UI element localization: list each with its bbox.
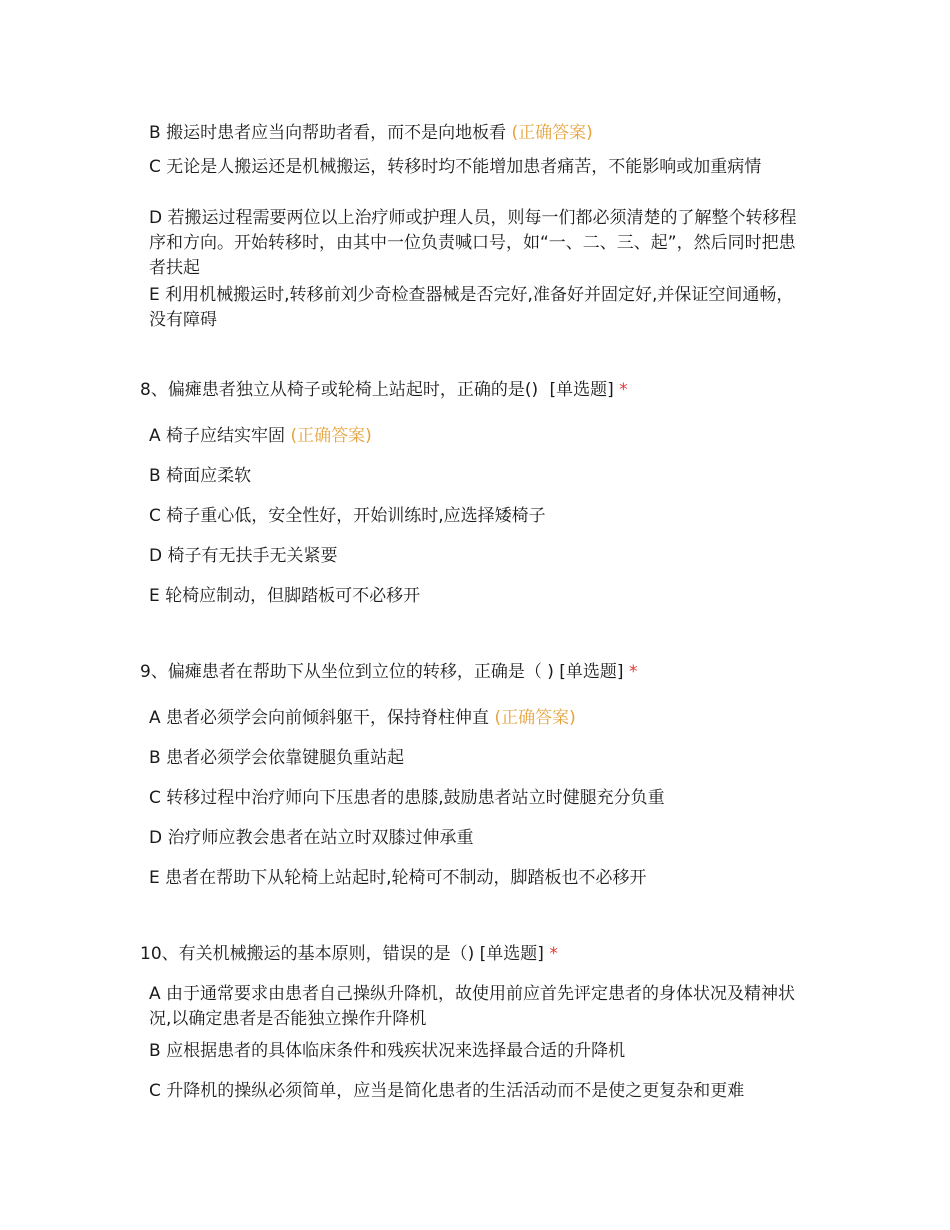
q8-option-a[interactable]: [149, 424, 809, 449]
question-9-title: [140, 660, 840, 685]
option-text: D 治疗师应教会患者在站立时双膝过伸承重: [149, 828, 474, 848]
option-text: E 利用机械搬运时,转移前刘少奇检查器械是否完好,准备好并固定好,并保证空间通畅，没有障碍: [149, 285, 794, 330]
q8-option-b[interactable]: [149, 464, 809, 489]
option-text: B 应根据患者的具体临床条件和残疾状况来选择最合适的升降机: [149, 1041, 626, 1061]
q9-option-b[interactable]: [149, 746, 809, 771]
q10-option-b[interactable]: [149, 1039, 809, 1064]
q7-option-b[interactable]: [149, 121, 809, 146]
required-mark: *: [628, 662, 638, 682]
option-text: B 患者必须学会依靠键腿负重站起: [149, 748, 405, 768]
q8-option-d[interactable]: [149, 544, 809, 569]
question-type-tag: [单选题]: [559, 662, 624, 682]
option-text: A 患者必须学会向前倾斜躯干，保持脊柱伸直: [149, 708, 490, 728]
q9-option-c[interactable]: [149, 786, 809, 811]
option-text: B 搬运时患者应当向帮助者看，而不是向地板看: [149, 123, 507, 143]
q7-option-e[interactable]: [149, 283, 809, 333]
question-title: 8、偏瘫患者独立从椅子或轮椅上站起时，正确的是(): [140, 380, 539, 400]
question-10-title: [140, 942, 840, 967]
option-text: A 椅子应结实牢固: [149, 426, 286, 446]
question-title: 10、有关机械搬运的基本原则，错误的是（): [140, 944, 475, 964]
q9-option-a[interactable]: [149, 706, 809, 731]
correct-answer-label: (正确答案): [511, 123, 593, 143]
option-text: E 患者在帮助下从轮椅上站起时,轮椅可不制动，脚踏板也不必移开: [149, 868, 647, 888]
question-title: 9、偏瘫患者在帮助下从坐位到立位的转移，正确是（ ): [140, 662, 554, 682]
required-mark: *: [619, 380, 628, 400]
question-8-title: [140, 378, 840, 403]
required-mark: *: [549, 944, 558, 964]
q8-option-c[interactable]: [149, 504, 809, 529]
option-text: C 升降机的操纵必须简单，应当是简化患者的生活活动而不是使之更复杂和更难: [149, 1081, 745, 1101]
q10-option-a[interactable]: [149, 982, 809, 1032]
q9-option-e[interactable]: [149, 866, 809, 891]
question-type-tag: [单选题]: [549, 380, 614, 400]
q10-option-c[interactable]: [149, 1079, 809, 1104]
q7-option-c[interactable]: [149, 155, 809, 180]
option-text: E 轮椅应制动，但脚踏板可不必移开: [149, 586, 421, 606]
q8-option-e[interactable]: [149, 584, 809, 609]
q9-option-d[interactable]: [149, 826, 809, 851]
option-text: B 椅面应柔软: [149, 466, 252, 486]
option-text: C 转移过程中治疗师向下压患者的患膝,鼓励患者站立时健腿充分负重: [149, 788, 665, 808]
correct-answer-label: (正确答案): [290, 426, 372, 446]
question-type-tag: [单选题]: [479, 944, 544, 964]
correct-answer-label: (正确答案): [494, 708, 576, 728]
option-text: D 椅子有无扶手无关紧要: [149, 546, 338, 566]
option-text: A 由于通常要求由患者自己操纵升降机，故使用前应首先评定患者的身体状况及精神状况,以确定患者是否能独立操作升降机: [149, 984, 796, 1029]
q7-option-d[interactable]: [149, 206, 809, 281]
option-text: C 椅子重心低，安全性好，开始训练时,应选择矮椅子: [149, 506, 546, 526]
option-text: D 若搬运过程需要两位以上治疗师或护理人员，则每一们都必须清楚的了解整个转移程序和方向。开始转移时，由其中一位负责喊口号，如“一、二、三、起”，然后同时把患者扶起: [149, 208, 797, 278]
option-text: C 无论是人搬运还是机械搬运，转移时均不能增加患者痛苦，不能影响或加重病情: [149, 157, 762, 177]
